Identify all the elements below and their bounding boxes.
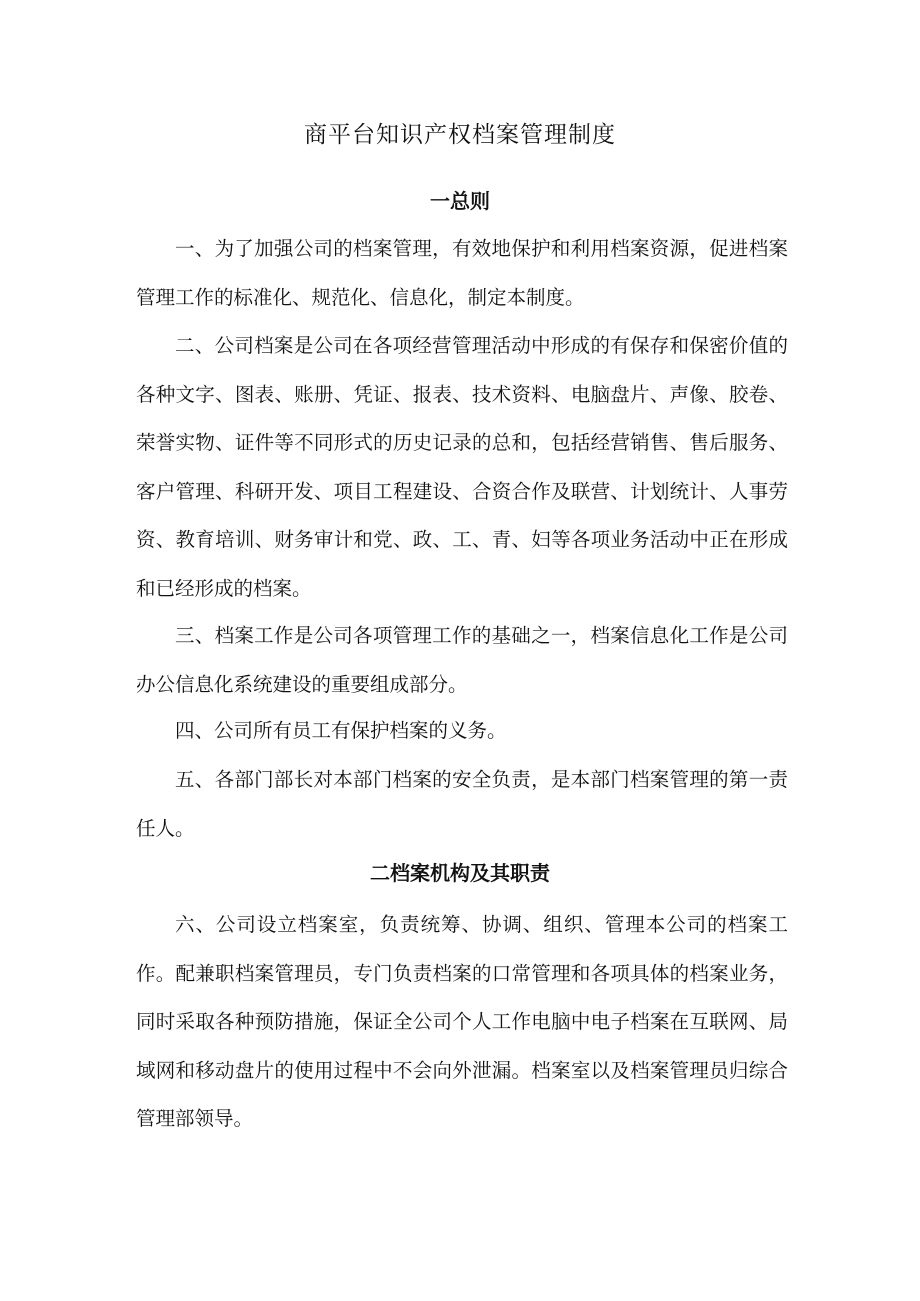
section-heading-archive-organization: 二档案机构及其职责 (370, 861, 550, 885)
section-heading-general: 一总则 (430, 189, 490, 213)
document-title: 商平台知识产权档案管理制度 (304, 122, 616, 148)
paragraph-4: 四、公司所有员工有保护档案的义务。 (175, 719, 507, 742)
paragraph-1: 一、为了加强公司的档案管理，有效地保护和利用档案资源，促进档案管理工作的标准化、规范化、信息化，制定本制度。 (136, 237, 788, 309)
paragraph-6: 六、公司设立档案室，负责统筹、协调、组织、管理本公司的档案工作。配兼职档案管理员，专门负责档案的口常管理和各项具体的档案业务，同时采取各种预防措施，保证全公司个人工作电脑中电子档案在互联网、局域网和移动盘片的使用过程中不会向外泄漏。档案室以及档案管理员归综合管理部领导。 (136, 913, 788, 1130)
paragraph-2: 二、公司档案是公司在各项经营管理活动中形成的有保存和保密价值的各种文字、图表、账册、凭证、报表、技术资料、电脑盘片、声像、胶卷、荣誉实物、证件等不同形式的历史记录的总和，包括经营销售、售后服务、客户管理、科研开发、项目工程建设、合资合作及联营、计划统计、人事劳资、教育培训、财务审计和党、政、工、青、妇等各项业务活动中正在形成和已经形成的档案。 (136, 334, 788, 600)
paragraph-3: 三、档案工作是公司各项管理工作的基础之一，档案信息化工作是公司办公信息化系统建设的重要组成部分。 (136, 624, 788, 696)
paragraph-5: 五、各部门部长对本部门档案的安全负责，是本部门档案管理的第一责任人。 (136, 768, 788, 840)
